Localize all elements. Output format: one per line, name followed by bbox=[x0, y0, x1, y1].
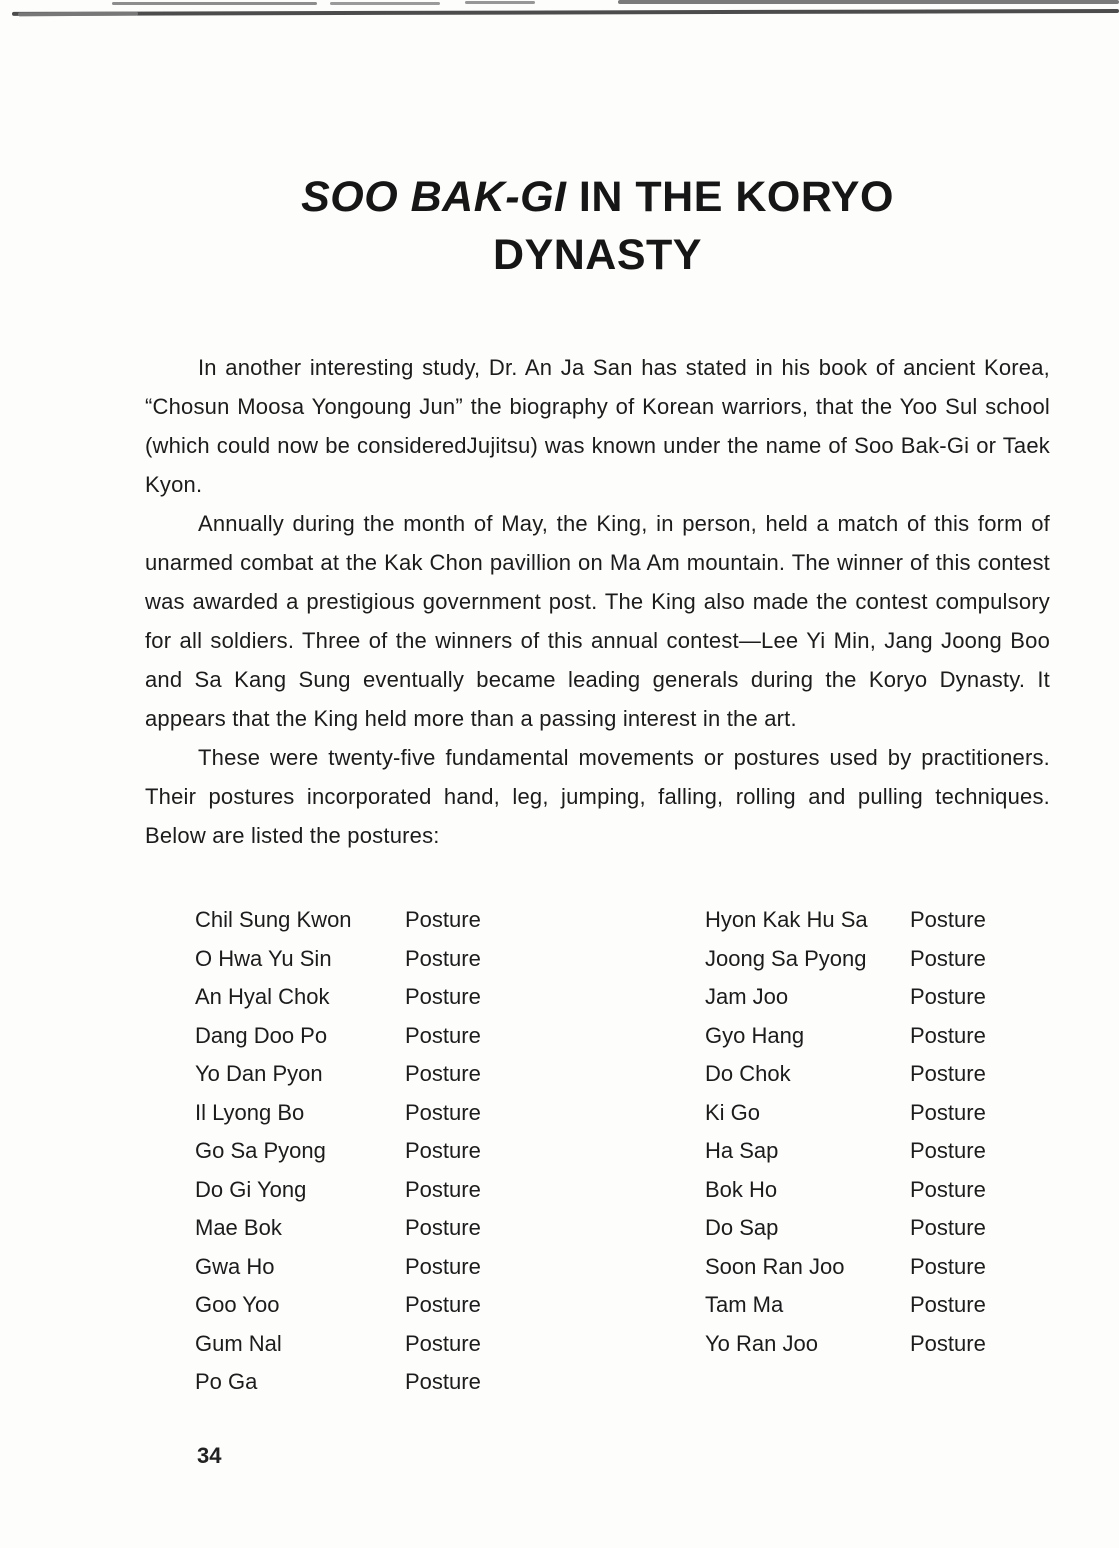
posture-name: Bok Ho bbox=[705, 1176, 778, 1202]
posture-label: Posture bbox=[405, 984, 481, 1009]
posture-name: Chil Sung Kwon bbox=[195, 907, 352, 932]
posture-label: Posture bbox=[910, 1253, 986, 1279]
posture-name: Il Lyong Bo bbox=[195, 1099, 305, 1125]
posture-name: Ki Go bbox=[705, 1099, 761, 1125]
paragraph-3: These were twenty-five fundamental movements or postures used by practitioners. Their postures incorporated hand, leg, jumping, falling, rolling and pulling techniques. Below are listed the postures: bbox=[145, 745, 1050, 848]
title-bold-part: IN THE KORYO DYNASTY bbox=[493, 173, 894, 279]
posture-label: Posture bbox=[405, 1369, 481, 1394]
posture-name: Yo Ran Joo bbox=[705, 1330, 818, 1356]
postures-list bbox=[145, 901, 1050, 1402]
posture-label: Posture bbox=[910, 1061, 986, 1086]
posture-label: Posture bbox=[910, 984, 986, 1009]
posture-label: Posture bbox=[405, 1330, 481, 1356]
posture-name: O Hwa Yu Sin bbox=[195, 945, 332, 971]
posture-name: Jam Joo bbox=[705, 984, 789, 1009]
posture-name: Joong Sa Pyong bbox=[705, 945, 867, 971]
posture-column-left bbox=[195, 901, 615, 1402]
posture-label: Posture bbox=[910, 1292, 986, 1317]
posture-name: Gyo Hang bbox=[705, 1022, 805, 1048]
posture-label: Posture bbox=[910, 1176, 986, 1202]
posture-name: Do Gi Yong bbox=[195, 1176, 307, 1202]
page-content bbox=[145, 0, 1050, 1469]
posture-label: Posture bbox=[405, 1292, 481, 1317]
posture-name: Yo Dan Pyon bbox=[195, 1061, 323, 1086]
posture-label: Posture bbox=[910, 1022, 986, 1048]
page-title bbox=[145, 168, 1050, 284]
posture-name: Po Ga bbox=[195, 1369, 258, 1394]
posture-label: Posture bbox=[405, 907, 481, 932]
posture-name: Mae Bok bbox=[195, 1215, 282, 1240]
posture-label: Posture bbox=[910, 1099, 986, 1125]
posture-name: Dang Doo Po bbox=[195, 1022, 328, 1048]
posture-name: Tam Ma bbox=[705, 1292, 784, 1317]
posture-label: Posture bbox=[910, 945, 986, 971]
posture-label: Posture bbox=[405, 1022, 481, 1048]
title-italic-part: SOO BAK-GI bbox=[301, 173, 567, 221]
posture-name: Gwa Ho bbox=[195, 1253, 275, 1279]
posture-label: Posture bbox=[910, 1138, 986, 1163]
posture-label: Posture bbox=[405, 1215, 481, 1240]
posture-name: Gum Nal bbox=[195, 1330, 282, 1356]
posture-name: Ha Sap bbox=[705, 1138, 779, 1163]
posture-name: Soon Ran Joo bbox=[705, 1253, 845, 1279]
posture-name: Do Sap bbox=[705, 1215, 779, 1240]
posture-label: Posture bbox=[405, 1099, 481, 1125]
scan-line bbox=[18, 12, 138, 17]
posture-label: Posture bbox=[910, 907, 986, 932]
page-number: 34 bbox=[197, 1442, 222, 1468]
paragraph-2: Annually during the month of May, the King, in person, held a match of this form of unarmed combat at the Kak Chon pavillion on Ma Am mountain. The winner of this contest was awarded a prestigious government post. The King also made the contest compulsory for all soldiers. Three of the winners of this annual contest—Lee Yi Min, Jang Joong Boo and Sa Kang Sung eventually became leading generals during the Koryo Dynasty. It appears that the King held more than a passing interest in the art. bbox=[145, 511, 1050, 731]
posture-column-right bbox=[705, 901, 986, 1402]
posture-label: Posture bbox=[405, 1253, 481, 1279]
posture-label: Posture bbox=[910, 1215, 986, 1240]
posture-label: Posture bbox=[405, 1138, 481, 1163]
posture-label: Posture bbox=[405, 945, 481, 971]
posture-name: Do Chok bbox=[705, 1061, 791, 1086]
posture-name: An Hyal Chok bbox=[195, 984, 330, 1009]
posture-name: Hyon Kak Hu Sa bbox=[705, 907, 868, 932]
posture-label: Posture bbox=[910, 1330, 986, 1356]
paragraph-1: In another interesting study, Dr. An Ja San has stated in his book of ancient Korea, “Chosun Moosa Yongoung Jun” the biography of Korean warriors, that the Yoo Sul school (which could now be consideredJujitsu) was known under the name of Soo Bak-Gi or Taek Kyon. bbox=[145, 355, 1050, 497]
posture-label: Posture bbox=[405, 1176, 481, 1202]
body-text bbox=[145, 348, 1050, 855]
posture-label: Posture bbox=[405, 1061, 481, 1086]
posture-name: Go Sa Pyong bbox=[195, 1138, 326, 1163]
posture-name: Goo Yoo bbox=[195, 1292, 280, 1317]
